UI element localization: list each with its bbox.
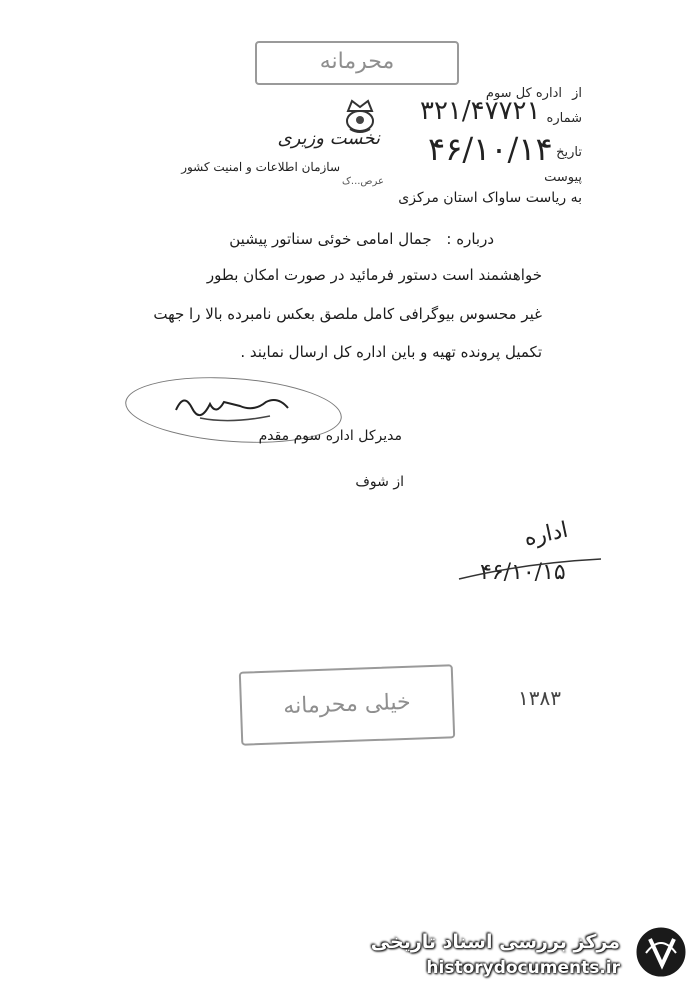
addressee-line: به ریاست ساواک استان مرکزی bbox=[398, 190, 582, 206]
letterhead-note: عرص...ک bbox=[341, 176, 384, 187]
handwritten-code: ۱۳۸۳ bbox=[518, 686, 561, 710]
body-line-1: خواهشمند است دستور فرمائید در صورت امکان بطور bbox=[206, 266, 542, 284]
letterhead-organization: سازمان اطلاعات و امنیت کشور bbox=[181, 160, 340, 174]
archive-logo-icon bbox=[632, 923, 690, 981]
number-label: شماره bbox=[546, 111, 582, 126]
letter-number: ۳۲۱/۴۷۷۲۱ bbox=[420, 96, 541, 126]
archive-stamp-top bbox=[255, 41, 459, 85]
letterhead-ministry: نخست وزیری bbox=[277, 128, 380, 149]
body-line-2: غیر محسوس بیوگرافی کامل ملصق بعکس نامبرده بالا را جهت bbox=[153, 305, 542, 323]
signature-scribble bbox=[170, 390, 300, 426]
sender-place: از شوف bbox=[355, 474, 404, 490]
letter-date: ۴۶/۱۰/۱۴ bbox=[428, 130, 553, 168]
attachment-label: پیوست bbox=[544, 170, 582, 185]
from-line: از اداره کل سوم bbox=[485, 86, 582, 101]
subject-line: درباره : جمال امامی خوئی سناتور پیشین bbox=[229, 230, 494, 248]
sender-title: مدیرکل اداره سوم مقدم bbox=[258, 428, 402, 444]
handwritten-date: ۴۶/۱۰/۱۵ bbox=[480, 560, 566, 585]
note-underline bbox=[455, 555, 605, 585]
body-line-3: تکمیل پرونده تهیه و باین اداره کل ارسال نمایند . bbox=[240, 343, 542, 361]
archive-stamp-bottom-text: خیلی محرمانه bbox=[282, 689, 412, 720]
archive-stamp-top-text: محرمانه bbox=[319, 49, 395, 74]
date-label: تاریخ bbox=[556, 145, 582, 160]
footer-title: مرکز بررسی اسناد تاریخی bbox=[370, 931, 620, 953]
handwritten-note: اداره bbox=[521, 517, 571, 552]
archive-stamp-bottom bbox=[239, 664, 455, 745]
footer-url: historydocuments.ir bbox=[426, 958, 620, 978]
